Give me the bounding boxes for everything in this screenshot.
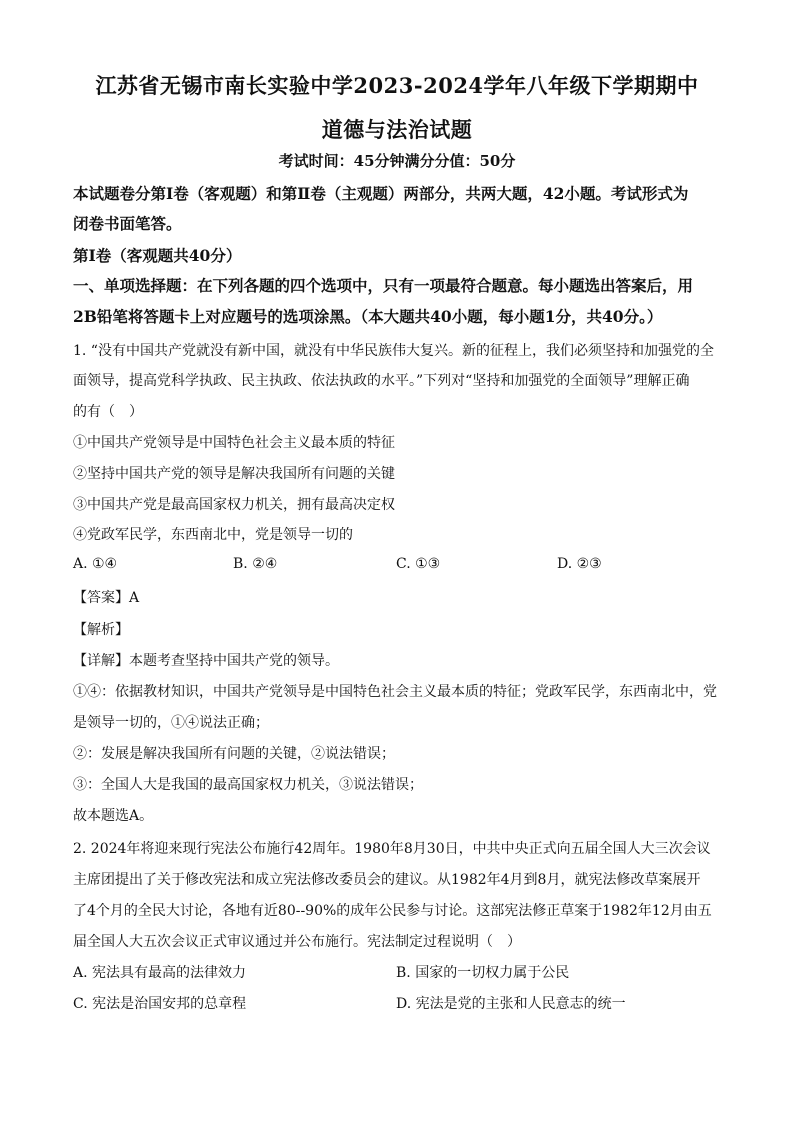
q2-stem: 2. 2024年将迎来现行宪法公布施行42周年。1980年8月30日，中共中央正式向五届全国人大三次会议 — [73, 841, 711, 857]
q1-option-a: A. ①④ — [73, 556, 118, 572]
q1-statement: ③中国共产党是最高国家权力机关，拥有最高决定权 — [73, 497, 395, 513]
q1-option-c: C. ①③ — [396, 556, 441, 572]
q1-option-d: D. ②③ — [557, 556, 602, 572]
q1-statement: ②坚持中国共产党的领导是解决我国所有问题的关键 — [73, 466, 395, 482]
exam-subject-title: 道德与法治试题 — [321, 117, 473, 142]
exam-title: 江苏省无锡市南长实验中学2023-2024学年八年级下学期期中 — [95, 73, 699, 98]
intro-line: 闭卷书面笔答。 — [73, 214, 182, 233]
q2-option-c: C. 宪法是治国安邦的总章程 — [73, 996, 247, 1012]
q1-stem: 的有（ ） — [73, 404, 143, 420]
q1-analysis-tag: 【解析】 — [73, 622, 129, 638]
q1-answer: 【答案】A — [73, 590, 140, 606]
q2-option-d: D. 宪法是党的主张和人民意志的统一 — [396, 996, 626, 1012]
q2-option-a: A. 宪法具有最高的法律效力 — [73, 965, 247, 981]
q1-stem: 1. “没有中国共产党就没有新中国，就没有中华民族伟大复兴。新的征程上，我们必须坚持和加强党的全 — [73, 343, 714, 359]
intro-line: 本试题卷分第Ⅰ卷（客观题）和第Ⅱ卷（主观题）两部分，共两大题，42小题。考试形式为 — [73, 184, 689, 203]
section-instructions: 一、单项选择题：在下列各题的四个选项中，只有一项最符合题意。每小题选出答案后，用 — [73, 276, 694, 295]
q1-option-b: B. ②④ — [233, 556, 278, 572]
q2-option-b: B. 国家的一切权力属于公民 — [396, 965, 570, 981]
q1-explanation: ①④：依据教材知识，中国共产党领导是中国特色社会主义最本质的特征；党政军民学，东西南北中，党 — [73, 684, 717, 700]
section-instructions: 2B铅笔将答题卡上对应题号的选项涂黑。（本大题共40小题，每小题1分，共40分。） — [73, 307, 663, 326]
q1-explanation: 是领导一切的，①④说法正确； — [73, 715, 269, 731]
q1-statement: ④党政军民学，东西南北中，党是领导一切的 — [73, 527, 353, 543]
q1-statement: ①中国共产党领导是中国特色社会主义最本质的特征 — [73, 435, 395, 451]
q1-conclusion: 故本题选A。 — [73, 808, 154, 824]
q2-stem: 主席团提出了关于修改宪法和成立宪法修改委员会的建议。从1982年4月到8月，就宪法修改草案展开 — [73, 872, 701, 888]
q2-stem: 了4个月的全民大讨论，各地有近80--90%的成年公民参与讨论。这部宪法修正草案于1982年12月由五 — [73, 903, 712, 919]
q2-stem: 届全国人大五次会议正式审议通过并公布施行。宪法制定过程说明（ ） — [73, 934, 521, 950]
q1-stem: 面领导，提高党科学执政、民主执政、依法执政的水平。”下列对“坚持和加强党的全面领导”理解正确 — [73, 373, 690, 389]
part-heading: 第Ⅰ卷（客观题共40分） — [73, 246, 242, 265]
q1-explanation: ③：全国人大是我国的最高国家权力机关，③说法错误； — [73, 777, 423, 793]
exam-info: 考试时间：45分钟满分分值：50分 — [278, 152, 516, 170]
q1-explanation: ②：发展是解决我国所有问题的关键，②说法错误； — [73, 746, 395, 762]
q1-detail: 【详解】本题考查坚持中国共产党的领导。 — [73, 653, 339, 669]
